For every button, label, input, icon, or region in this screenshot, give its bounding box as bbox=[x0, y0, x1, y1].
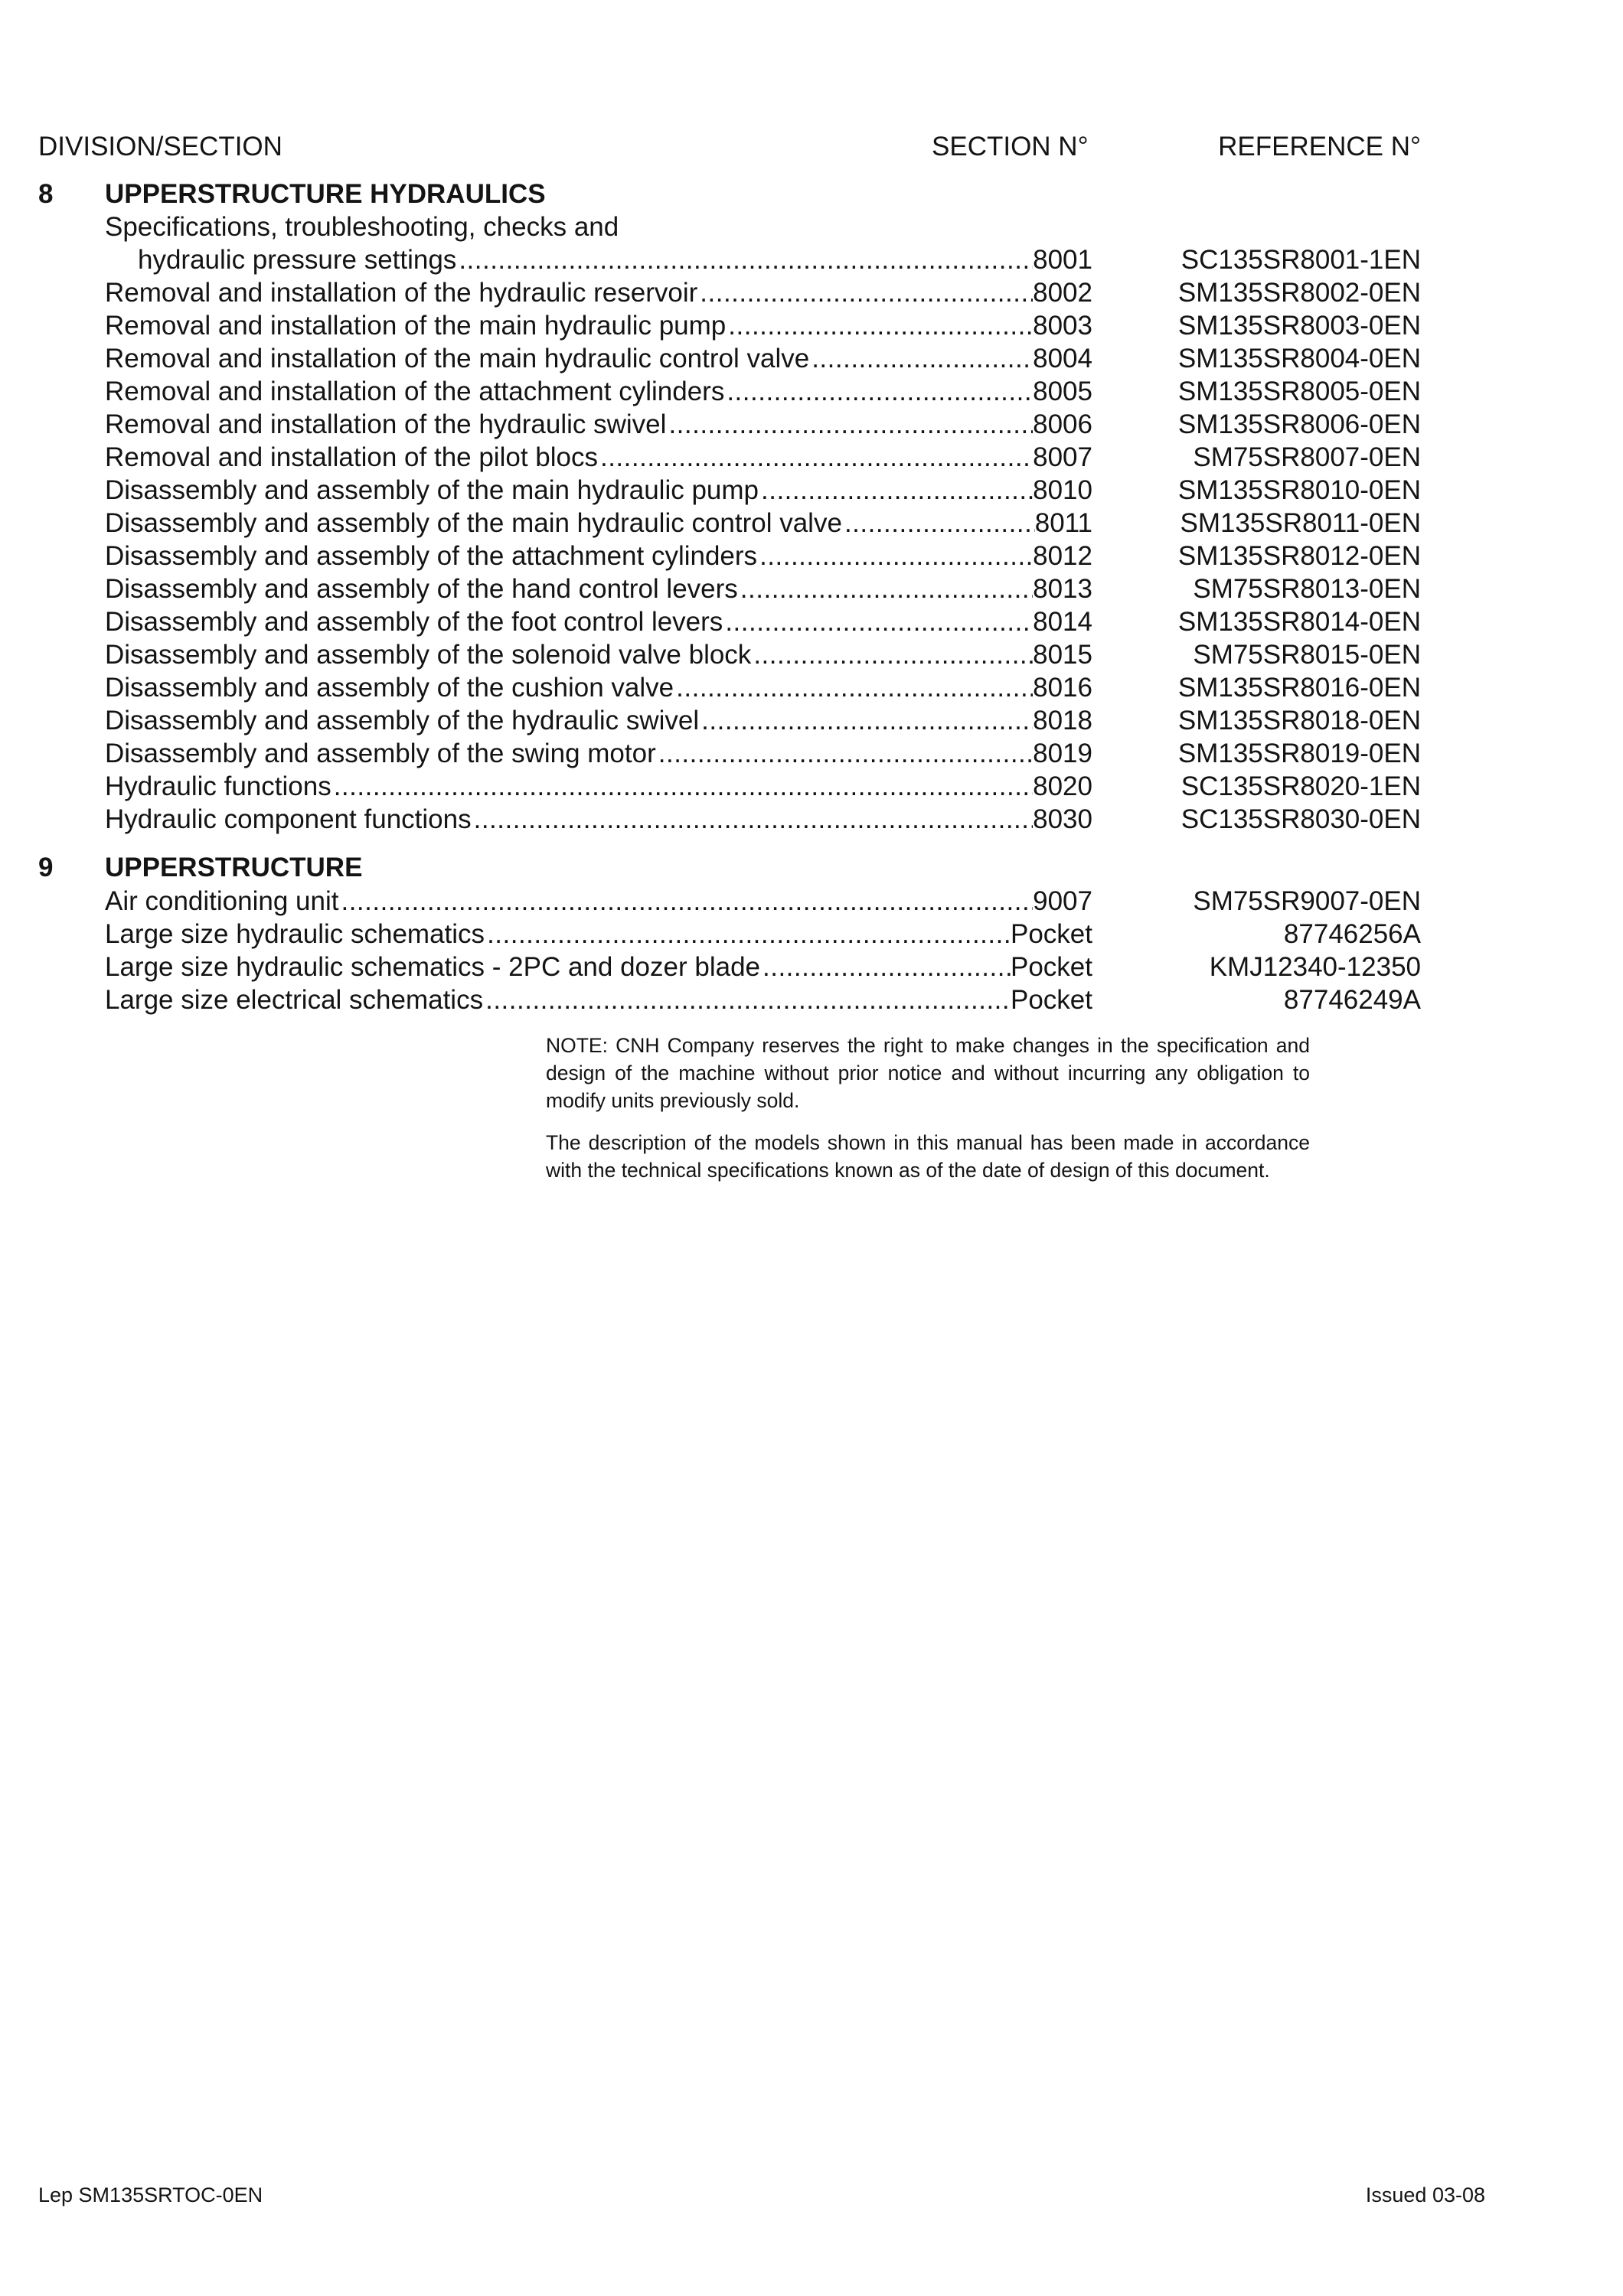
toc-entry bbox=[0, 605, 1623, 639]
toc-entry bbox=[0, 918, 1623, 951]
division-number: 8 bbox=[38, 179, 54, 209]
entry-section: 8019 bbox=[1033, 739, 1092, 768]
entry-section: 8015 bbox=[1033, 640, 1092, 670]
entry-section: 8030 bbox=[1033, 804, 1092, 834]
entry-reference: SC135SR8001-1EN bbox=[1181, 245, 1421, 275]
toc-entry bbox=[0, 441, 1623, 475]
entry-reference: SC135SR8020-1EN bbox=[1181, 771, 1421, 801]
entry-label: Specifications, troubleshooting, checks and bbox=[105, 212, 619, 242]
dot-leader bbox=[751, 638, 1033, 672]
entry-label: Disassembly and assembly of the swing motor bbox=[105, 739, 656, 768]
entry-label: Disassembly and assembly of the main hydraulic pump bbox=[105, 475, 759, 505]
dot-leader bbox=[666, 408, 1033, 442]
entry-label: Hydraulic component functions bbox=[105, 804, 472, 834]
entry-label: Air conditioning unit bbox=[105, 886, 339, 916]
dot-leader bbox=[842, 507, 1035, 540]
division-8-lead-line bbox=[0, 210, 1623, 244]
toc-entry bbox=[0, 770, 1623, 804]
entry-label: Hydraulic functions bbox=[105, 771, 331, 801]
entry-label: hydraulic pressure settings bbox=[138, 245, 457, 275]
entry-reference: SM135SR8003-0EN bbox=[1177, 311, 1421, 341]
division-number: 9 bbox=[38, 853, 54, 882]
entry-reference: SM135SR8005-0EN bbox=[1177, 377, 1421, 406]
toc-entry bbox=[0, 983, 1623, 1017]
entry-label: Disassembly and assembly of the foot control levers bbox=[105, 607, 723, 637]
entry-section: 8020 bbox=[1033, 771, 1092, 801]
dot-leader bbox=[759, 474, 1033, 507]
dot-leader bbox=[697, 276, 1033, 310]
note-paragraph: NOTE: CNH Company reserves the right to make changes in the specification and design of the machine without prior notice and without incurring any obligation to modify units previously sold. bbox=[546, 1034, 1310, 1112]
dot-leader bbox=[723, 605, 1033, 639]
entry-section: 9007 bbox=[1033, 886, 1092, 916]
dot-leader bbox=[724, 375, 1033, 409]
toc-entry bbox=[0, 276, 1623, 310]
dot-leader bbox=[809, 342, 1033, 376]
dot-leader bbox=[456, 243, 1033, 277]
dot-leader bbox=[674, 671, 1033, 705]
toc-entry bbox=[0, 638, 1623, 672]
entry-label: Removal and installation of the hydraulic reservoir bbox=[105, 278, 698, 308]
toc-entry bbox=[0, 342, 1623, 376]
entry-reference: SM75SR8015-0EN bbox=[1193, 640, 1421, 670]
toc-entry bbox=[0, 885, 1623, 918]
footer-document-code: Lep SM135SRTOC-0EN bbox=[38, 2183, 263, 2206]
toc-entry bbox=[0, 737, 1623, 771]
entry-label: Removal and installation of the main hydraulic control valve bbox=[105, 344, 810, 373]
entry-reference: SM135SR8012-0EN bbox=[1177, 541, 1421, 571]
entry-reference: SM75SR8013-0EN bbox=[1193, 574, 1421, 604]
dot-leader bbox=[472, 803, 1034, 837]
entry-label: Disassembly and assembly of the cushion valve bbox=[105, 673, 674, 703]
entry-section: 8002 bbox=[1033, 278, 1092, 308]
dot-leader bbox=[699, 704, 1033, 738]
entry-reference: SM135SR8010-0EN bbox=[1177, 475, 1421, 505]
column-header-section: SECTION N° bbox=[932, 132, 1089, 161]
entry-section: 8003 bbox=[1033, 311, 1092, 341]
dot-leader bbox=[331, 770, 1033, 804]
entry-section: 8004 bbox=[1033, 344, 1092, 373]
entry-reference: SM75SR8007-0EN bbox=[1193, 442, 1421, 472]
dot-leader bbox=[598, 441, 1033, 475]
division-9-heading bbox=[0, 851, 1623, 885]
toc-entry bbox=[0, 803, 1623, 837]
toc-entry bbox=[0, 951, 1623, 984]
entry-label: Large size hydraulic schematics - 2PC and dozer blade bbox=[105, 952, 760, 982]
entry-section: 8001 bbox=[1033, 245, 1092, 275]
entry-section: Pocket bbox=[1011, 919, 1092, 949]
entry-reference: SM135SR8006-0EN bbox=[1177, 409, 1421, 439]
toc-entry bbox=[0, 572, 1623, 606]
entry-label: Disassembly and assembly of the solenoid valve block bbox=[105, 640, 752, 670]
toc-entry bbox=[0, 309, 1623, 343]
entry-reference: SM135SR8004-0EN bbox=[1177, 344, 1421, 373]
toc-entry bbox=[0, 474, 1623, 507]
entry-label: Removal and installation of the attachment cylinders bbox=[105, 377, 725, 406]
toc-entry bbox=[0, 375, 1623, 409]
dot-leader bbox=[760, 951, 1011, 984]
dot-leader bbox=[757, 540, 1033, 573]
entry-section: 8006 bbox=[1033, 409, 1092, 439]
note-description bbox=[546, 1129, 1310, 1184]
division-8-heading bbox=[0, 178, 1623, 211]
entry-section: 8010 bbox=[1033, 475, 1092, 505]
entry-reference: SM135SR8011-0EN bbox=[1180, 508, 1421, 538]
dot-leader bbox=[485, 918, 1011, 951]
entry-reference: SM135SR8002-0EN bbox=[1177, 278, 1421, 308]
toc-entry bbox=[0, 704, 1623, 738]
entry-section: Pocket bbox=[1011, 952, 1092, 982]
entry-reference: SM135SR8016-0EN bbox=[1177, 673, 1421, 703]
entry-label: Removal and installation of the hydraulic swivel bbox=[105, 409, 667, 439]
entry-reference: SM75SR9007-0EN bbox=[1193, 886, 1421, 916]
entry-section: 8011 bbox=[1034, 508, 1092, 538]
entry-label: Large size hydraulic schematics bbox=[105, 919, 485, 949]
toc-entry bbox=[0, 540, 1623, 573]
entry-section: 8005 bbox=[1033, 377, 1092, 406]
division-title: UPPERSTRUCTURE bbox=[105, 853, 363, 882]
entry-section: Pocket bbox=[1011, 985, 1092, 1015]
entry-reference: SM135SR8018-0EN bbox=[1177, 706, 1421, 735]
entry-reference: 87746256A bbox=[1283, 919, 1421, 949]
entry-label: Disassembly and assembly of the attachment cylinders bbox=[105, 541, 758, 571]
entry-label: Large size electrical schematics bbox=[105, 985, 484, 1015]
entry-section: 8014 bbox=[1033, 607, 1092, 637]
entry-section: 8012 bbox=[1033, 541, 1092, 571]
entry-label: Disassembly and assembly of the main hydraulic control valve bbox=[105, 508, 842, 538]
entry-label: Disassembly and assembly of the hand control levers bbox=[105, 574, 738, 604]
entry-reference: SM135SR8019-0EN bbox=[1177, 739, 1421, 768]
toc-entry bbox=[0, 243, 1623, 277]
dot-leader bbox=[738, 572, 1033, 606]
dot-leader bbox=[338, 885, 1033, 918]
toc-entry bbox=[0, 671, 1623, 705]
toc-entry bbox=[0, 408, 1623, 442]
dot-leader bbox=[726, 309, 1033, 343]
entry-reference: 87746249A bbox=[1283, 985, 1421, 1015]
entry-reference: KMJ12340-12350 bbox=[1209, 952, 1421, 982]
note-paragraph: The description of the models shown in this manual has been made in accordance with the technical specifications known as of the date of design of this document. bbox=[546, 1131, 1310, 1182]
column-header-reference: REFERENCE N° bbox=[1218, 132, 1421, 161]
entry-section: 8016 bbox=[1033, 673, 1092, 703]
entry-section: 8013 bbox=[1033, 574, 1092, 604]
entry-section: 8007 bbox=[1033, 442, 1092, 472]
entry-section: 8018 bbox=[1033, 706, 1092, 735]
column-header-division: DIVISION/SECTION bbox=[38, 132, 282, 161]
dot-leader bbox=[656, 737, 1033, 771]
division-title: UPPERSTRUCTURE HYDRAULICS bbox=[105, 179, 546, 209]
toc-entry bbox=[0, 507, 1623, 540]
entry-reference: SC135SR8030-0EN bbox=[1181, 804, 1421, 834]
entry-label: Disassembly and assembly of the hydraulic swivel bbox=[105, 706, 700, 735]
entry-label: Removal and installation of the pilot blocs bbox=[105, 442, 598, 472]
entry-label: Removal and installation of the main hydraulic pump bbox=[105, 311, 727, 341]
entry-reference: SM135SR8014-0EN bbox=[1177, 607, 1421, 637]
footer-issue-date: Issued 03-08 bbox=[1365, 2183, 1485, 2206]
note-disclaimer bbox=[546, 1032, 1310, 1114]
dot-leader bbox=[483, 983, 1011, 1017]
